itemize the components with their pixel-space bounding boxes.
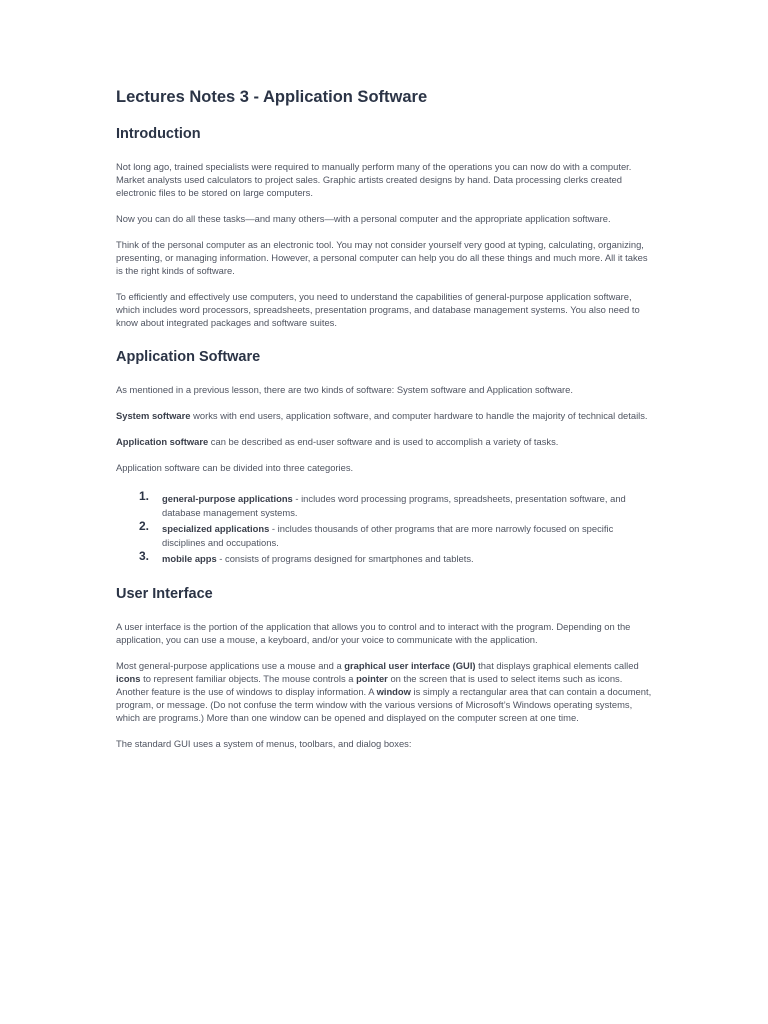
ui-text: on the screen that is used to select items such as icons. Another feature is the use of windows to display information. A (116, 673, 623, 697)
ui-paragraph-2 (116, 659, 656, 724)
appsw-paragraph-1: As mentioned in a previous lesson, there are two kinds of software: System software and Application software. (116, 384, 574, 395)
list-item-text: - consists of programs designed for smartphones and tablets. (216, 553, 474, 564)
appsw-paragraph-3-text: can be described as end-user software and is used to accomplish a variety of tasks. (208, 436, 559, 447)
ui-paragraph-3: The standard GUI uses a system of menus, toolbars, and dialog boxes: (116, 738, 412, 749)
list-item (116, 489, 656, 520)
appsw-paragraph-2 (116, 409, 656, 422)
categories-list (116, 489, 656, 566)
intro-paragraph-3: Think of the personal computer as an electronic tool. You may not consider yourself very good at typing, calculating, organizing, presenting, or managing information. However, a personal computer can help you do all these things and much more. All it takes is the right kinds of software. (116, 239, 648, 276)
list-number: 1. (139, 489, 150, 503)
list-number: 2. (139, 519, 150, 533)
application-software-term: Application software (116, 436, 209, 447)
list-item-term: specialized applications (162, 523, 270, 534)
appsw-paragraph-2-text: works with end users, application software, and computer hardware to handle the majority of technical details. (190, 410, 648, 421)
ui-text: to represent familiar objects. The mouse controls a (140, 673, 357, 684)
window-term: window (376, 686, 411, 697)
intro-paragraph-1: Not long ago, trained specialists were required to manually perform many of the operations you can now do with a computer. Market analysts used calculators to project sales. Graphic artists created designs by hand. Data processing clerks created electronic files to be stored on large computers. (116, 161, 632, 198)
appsw-paragraph-3 (116, 435, 656, 448)
system-software-term: System software (116, 410, 191, 421)
ui-text: Most general-purpose applications use a mouse and a (116, 660, 345, 671)
user-interface-heading: User Interface (116, 586, 213, 602)
list-item-term: general-purpose applications (162, 493, 293, 504)
intro-paragraph-4: To efficiently and effectively use computers, you need to understand the capabilities of general-purpose application software, which includes word processors, spreadsheets, presentation programs, and database management systems. You also need to know about integrated packages and software suites. (116, 291, 640, 328)
page-title: Lectures Notes 3 - Application Software (116, 88, 428, 106)
list-item-text: - includes thousands of other programs that are more narrowly focused on specific disciplines and occupations. (162, 523, 614, 548)
list-item-text: - includes word processing programs, spreadsheets, presentation software, and database management systems. (162, 493, 626, 518)
intro-paragraph-2: Now you can do all these tasks—and many others—with a personal computer and the appropriate application software. (116, 213, 611, 224)
ui-paragraph-1: A user interface is the portion of the application that allows you to control and to interact with the program. Depending on the application, you can use a mouse, a keyboard, and/or your voice to communicate with the application. (116, 621, 631, 645)
list-item-term: mobile apps (162, 553, 217, 564)
application-software-heading: Application Software (116, 349, 261, 365)
ui-text: is simply a rectangular area that can contain a document, program, or message. (Do not confuse the term window with the various versions of Microsoft’s Windows operating systems, which are programs.) More than one window can be opened and displayed on the computer screen at one time. (116, 686, 652, 723)
list-number: 3. (139, 549, 150, 563)
appsw-paragraph-4: Application software can be divided into three categories. (116, 462, 354, 473)
list-item (116, 549, 656, 566)
document-page (116, 86, 656, 763)
list-item (116, 519, 656, 550)
icons-term: icons (116, 673, 141, 684)
gui-term: graphical user interface (GUI) (344, 660, 476, 671)
pointer-term: pointer (356, 673, 388, 684)
intro-heading: Introduction (116, 126, 201, 142)
ui-text: that displays graphical elements called (475, 660, 639, 671)
